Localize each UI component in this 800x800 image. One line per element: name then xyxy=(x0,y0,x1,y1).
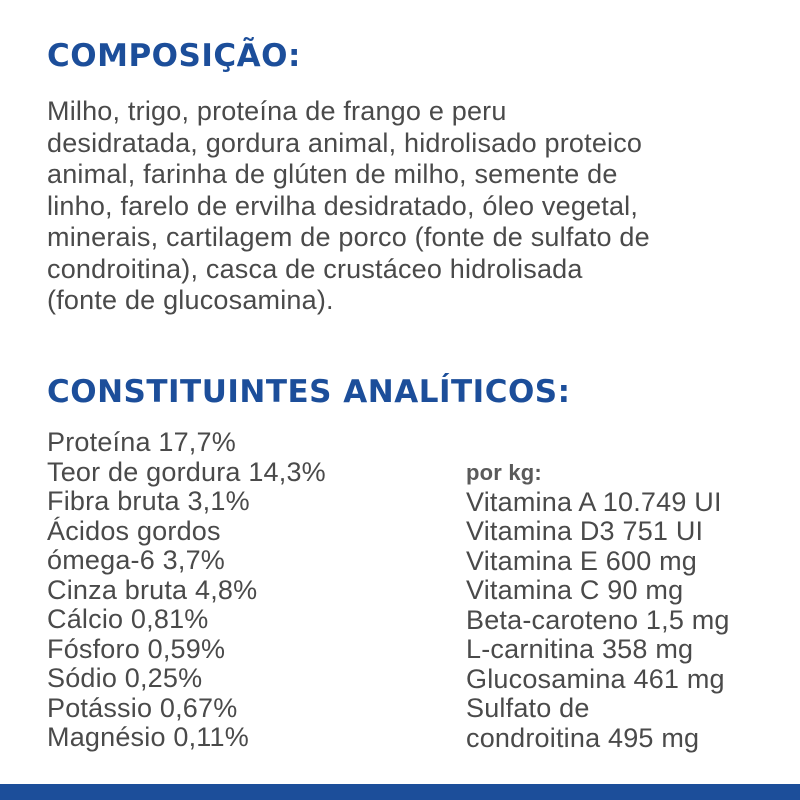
list-item: Magnésio 0,11% xyxy=(47,722,249,752)
list-item: Glucosamina 461 mg xyxy=(466,663,725,694)
composition-line: Milho, trigo, proteína de frango e peru xyxy=(47,96,507,126)
composition-line: condroitina), casca de crustáceo hidrolisada xyxy=(47,253,583,284)
list-item: ómega-6 3,7% xyxy=(47,545,226,575)
list-item: Cálcio 0,81% xyxy=(47,604,209,634)
list-item: Vitamina D3 751 UI xyxy=(466,516,704,546)
list-item: Teor de gordura 14,3% xyxy=(47,456,326,487)
list-item: Sódio 0,25% xyxy=(47,663,203,693)
list-item: Sulfato de xyxy=(466,693,590,723)
list-item: Vitamina C 90 mg xyxy=(466,575,684,605)
analytic-constituents-list xyxy=(47,428,326,753)
list-item: Potássio 0,67% xyxy=(47,692,238,723)
list-item: Cinza bruta 4,8% xyxy=(47,574,258,605)
composition-text xyxy=(47,96,777,317)
bottom-accent-bar xyxy=(0,784,800,800)
per-kg-list xyxy=(466,458,730,753)
list-item: Proteína 17,7% xyxy=(47,427,236,457)
composition-line: animal, farinha de glúten de milho, semente de xyxy=(47,159,618,189)
composition-line: linho, farelo de ervilha desidratado, óleo vegetal, xyxy=(47,190,639,221)
list-item: Vitamina E 600 mg xyxy=(466,545,698,576)
list-item: Fósforo 0,59% xyxy=(47,633,226,664)
composition-heading: COMPOSIÇÃO: xyxy=(47,38,301,74)
composition-line: minerais, cartilagem de porco (fonte de sulfato de xyxy=(47,222,650,252)
analytic-constituents-heading: CONSTITUINTES ANALÍTICOS: xyxy=(47,374,571,410)
list-item: condroitina 495 mg xyxy=(466,722,700,753)
composition-line: (fonte de glucosamina). xyxy=(47,285,334,315)
composition-line: desidratada, gordura animal, hidrolisado proteico xyxy=(47,127,643,158)
list-item: Beta-caroteno 1,5 mg xyxy=(466,604,730,635)
list-item: Fibra bruta 3,1% xyxy=(47,486,250,516)
list-item: Vitamina A 10.749 UI xyxy=(466,486,722,517)
list-item: Ácidos gordos xyxy=(47,515,221,546)
per-kg-label: por kg: xyxy=(466,460,542,485)
list-item: L-carnitina 358 mg xyxy=(466,634,694,664)
